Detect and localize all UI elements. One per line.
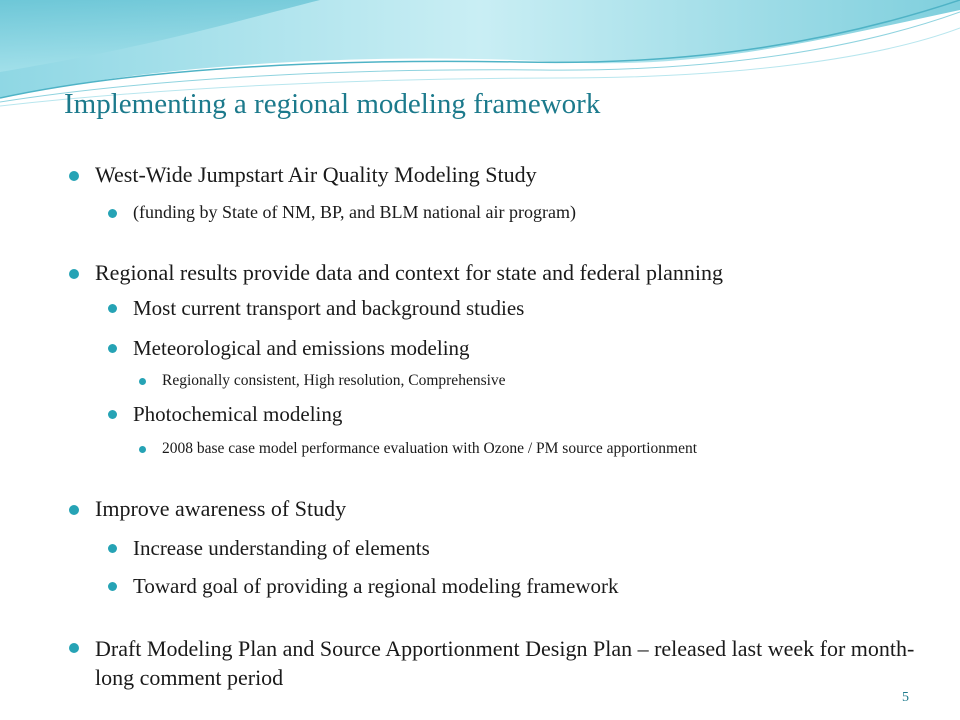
page-number: 5 (902, 690, 909, 705)
bullet-meteorological-modeling: Meteorological and emissions modeling (133, 336, 470, 360)
bullet-base-case-evaluation: 2008 base case model performance evaluation with Ozone / PM source apportionment (162, 440, 698, 457)
bullet-draft-modeling-plan: Draft Modeling Plan and Source Apportionment Design Plan – released last week for month-long comment period (95, 634, 925, 692)
bullet-photochemical-modeling: Photochemical modeling (133, 402, 343, 426)
bullet-regionally-consistent: Regionally consistent, High resolution, Comprehensive (162, 372, 506, 389)
bullet-regional-results: Regional results provide data and context for state and federal planning (95, 260, 724, 285)
bullet-transport-studies: Most current transport and background studies (133, 296, 525, 320)
bullet-funding: (funding by State of NM, BP, and BLM national air program) (133, 202, 576, 222)
bullet-regional-framework-goal: Toward goal of providing a regional modeling framework (133, 574, 619, 598)
bullet-jumpstart-study: West-Wide Jumpstart Air Quality Modeling Study (95, 162, 537, 187)
bullet-improve-awareness: Improve awareness of Study (95, 496, 347, 521)
bullet-increase-understanding: Increase understanding of elements (133, 536, 430, 560)
slide-title: Implementing a regional modeling framework (64, 88, 601, 120)
